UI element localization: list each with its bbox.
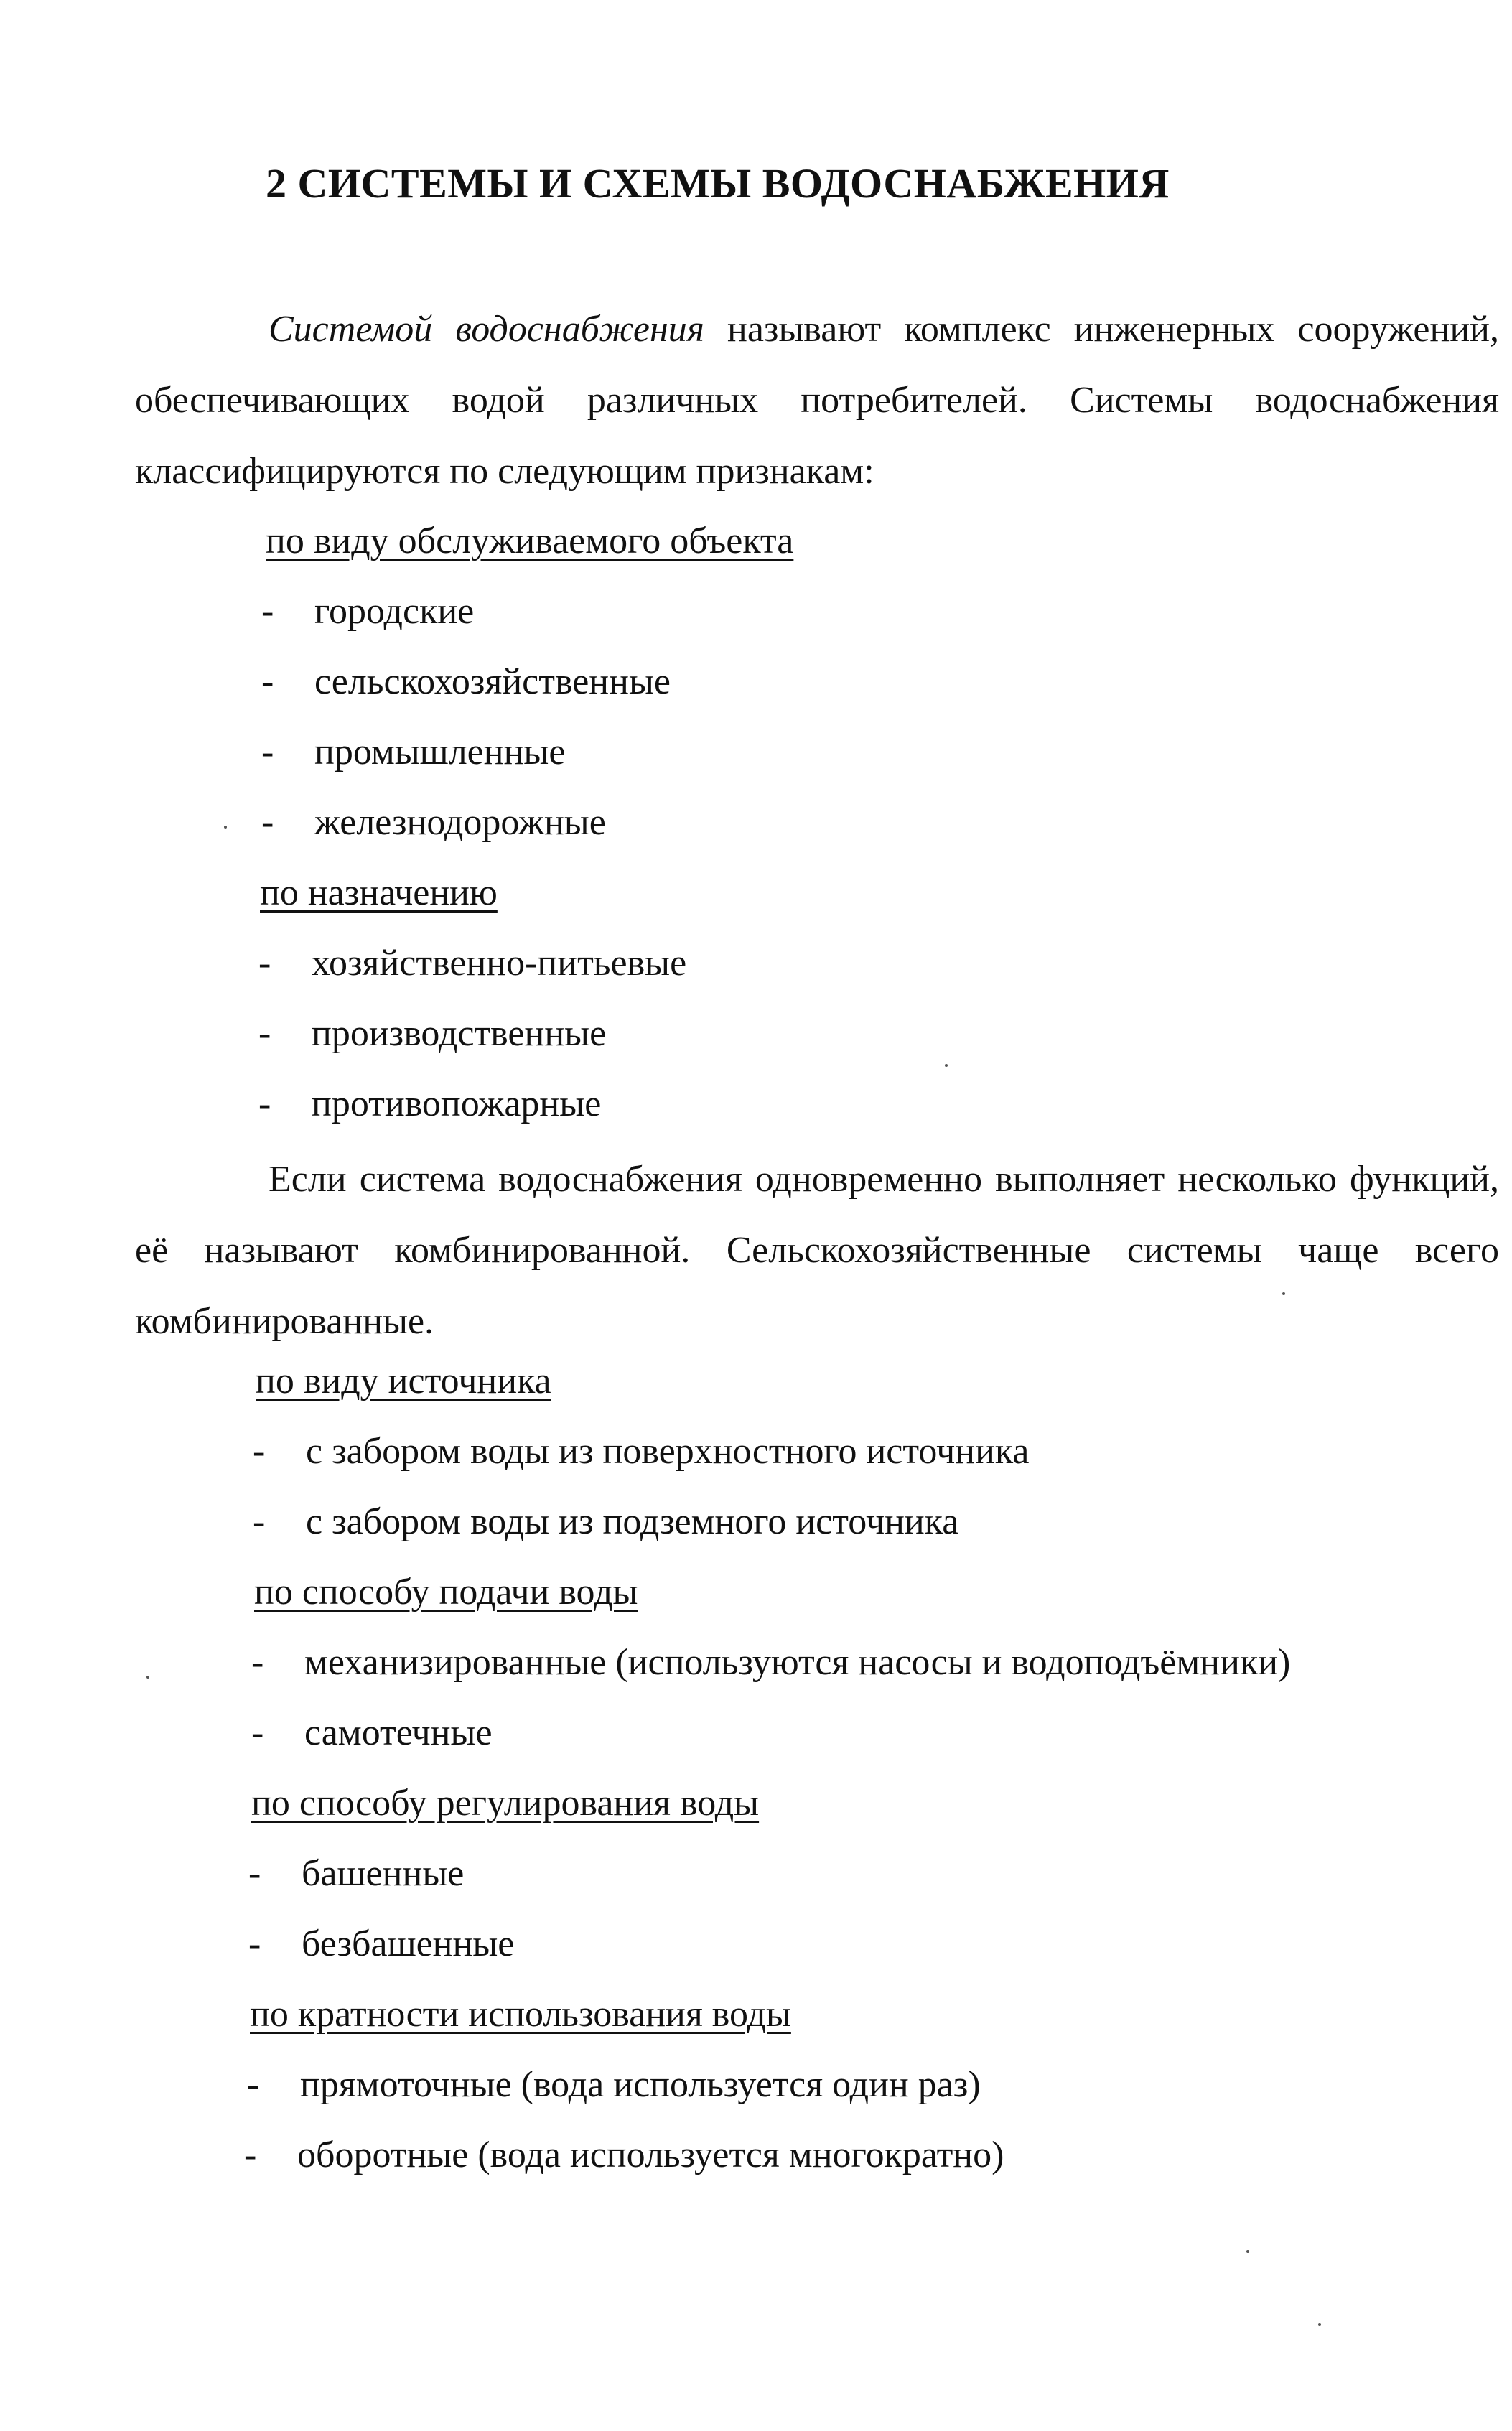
list-item [248,1852,464,1895]
list-item-text: железнодорожные [314,802,606,843]
dash: - [244,2134,257,2175]
group-heading-usage-frequency: по кратности использования воды [250,1994,791,2035]
scan-speck [146,1676,149,1679]
list-item-text: противопожарные [312,1083,602,1124]
group-heading-regulation-method: по способу регулирования воды [251,1783,760,1824]
list-item-text: механизированные (используются насосы и водоподъёмники) [304,1642,1291,1683]
list-item [247,2063,981,2106]
list-item-text: городские [314,591,475,632]
dash: - [258,1013,271,1054]
list-item [261,590,474,633]
dash: - [253,1431,266,1472]
list-item [261,801,606,844]
list-item-text: самотечные [304,1712,493,1753]
list-item [253,1501,958,1544]
group-heading-purpose: по назначению [260,872,498,913]
list-item-text: производственные [312,1013,607,1054]
intro-paragraph [135,294,1499,507]
dash: - [261,732,274,773]
list-item-text: безбашенные [302,1923,515,1964]
dash: - [247,2064,260,2105]
list-item [251,1641,1290,1684]
group-heading-object-type: по виду обслуживаемого объекта [266,521,794,561]
dash: - [248,1923,261,1964]
list-item [258,1012,606,1055]
dash: - [261,591,274,632]
intro-term: Системой водоснабжения [269,309,704,350]
list-item [261,731,565,774]
combined-paragraph [135,1144,1499,1357]
group-heading-source-type: по виду источника [256,1361,551,1401]
dash: - [251,1642,264,1683]
list-item-text: с забором воды из поверхностного источника [306,1431,1030,1472]
scan-speck [224,826,227,829]
list-item [258,1083,601,1126]
scan-speck [945,1064,948,1067]
dash: - [258,1083,271,1124]
dash: - [261,661,274,702]
dash: - [261,802,274,843]
combined-text: Если система водоснабжения одновременно выполняет несколько функций, её называют комбинированной. Сельскохозяйственные системы чаще всего комбинированные. [135,1159,1499,1342]
dash: - [258,943,271,984]
list-item [253,1430,1029,1473]
list-item [244,2134,1004,2177]
page-title: 2 СИСТЕМЫ И СХЕМЫ ВОДОСНАБЖЕНИЯ [266,160,1170,207]
intro-text: называют комплекс инженерных сооружений, обеспечивающих водой различных потребителей. Системы водоснабжения классифицируются по следующим признакам: [135,309,1499,492]
list-item-text: башенные [302,1853,465,1894]
list-item-text: промышленные [314,732,566,773]
group-heading-supply-method: по способу подачи воды [254,1572,638,1613]
dash: - [248,1853,261,1894]
list-item-text: с забором воды из подземного источника [306,1501,959,1542]
dash: - [253,1501,266,1542]
list-item [261,661,671,704]
list-item [248,1923,514,1966]
list-item-text: оборотные (вода используется многократно) [297,2134,1004,2175]
scan-speck [1282,1292,1285,1295]
list-item [258,942,686,985]
list-item-text: хозяйственно-питьевые [312,943,687,984]
scan-speck [1246,2250,1249,2253]
list-item-text: сельскохозяйственные [314,661,671,702]
scan-speck [1318,2323,1321,2326]
list-item-text: прямоточные (вода используется один раз) [300,2064,981,2105]
dash: - [251,1712,264,1753]
list-item [251,1712,493,1755]
